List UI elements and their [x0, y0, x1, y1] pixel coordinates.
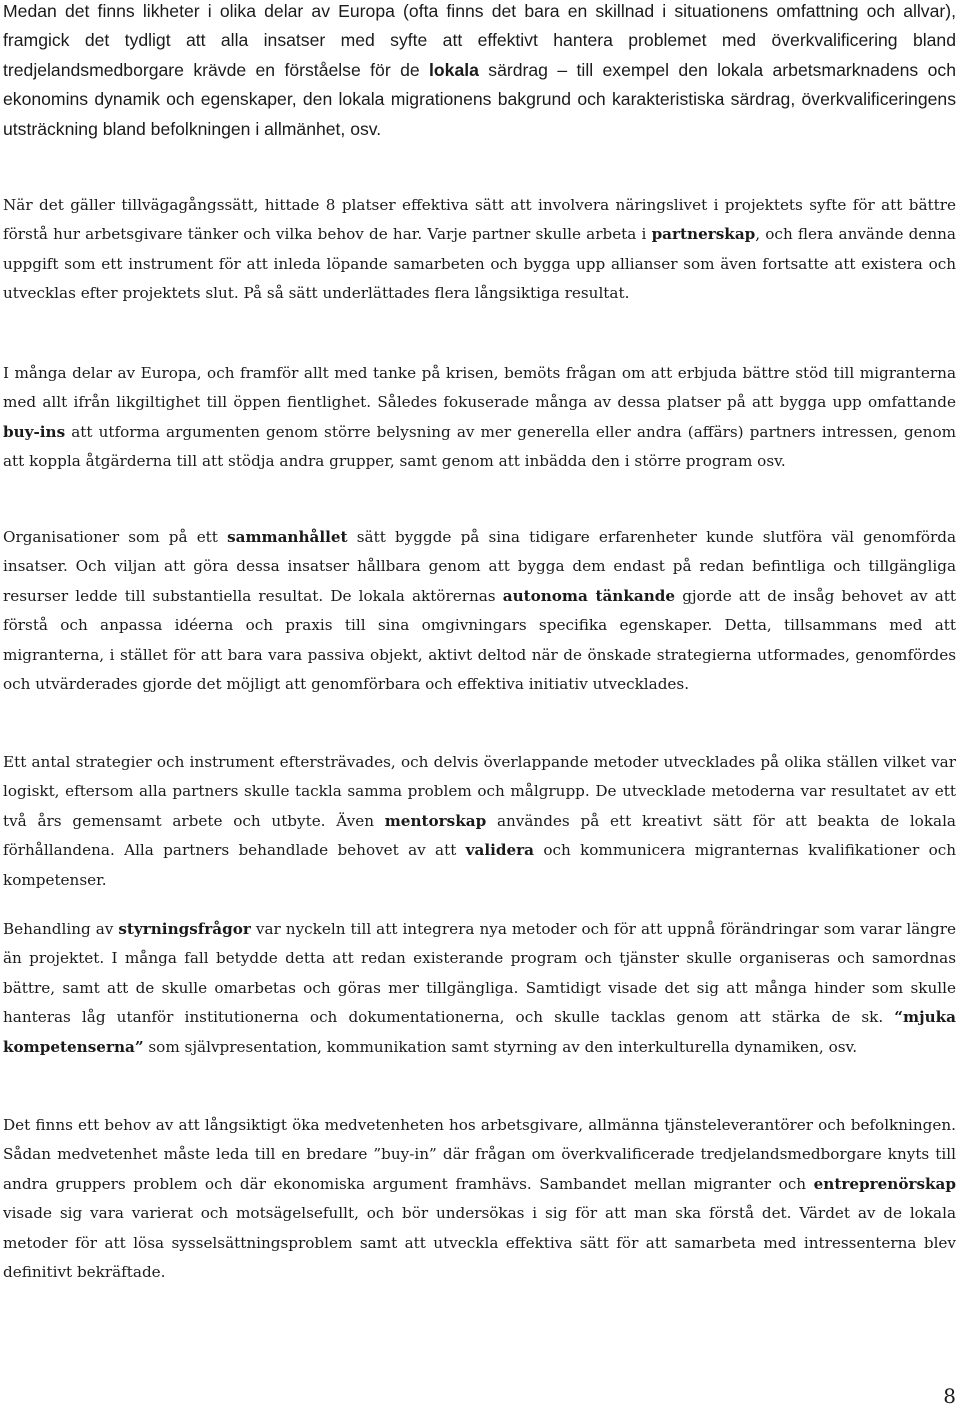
emphasis-sammanhallet: sammanhållet — [227, 528, 348, 546]
text-segment: att utforma argumenten genom större belysning av mer generella eller andra (affärs) partners intressen, genom att koppla åtgärderna till att stödja andra grupper, samt genom att inbädda den i större program osv. — [3, 422, 956, 471]
text-segment: var nyckeln till att integrera nya metoder och för att uppnå förändringar som varar längre än projektet. I många fall betydde detta att redan existerande program och tjänster skulle organiseras och samordnas bättre, samt att de skulle omarbetas och göras mer tillgängliga. Samtidigt visade det sig att många hinder som skulle hanteras låg utanför institutionerna och dokumentationerna, och skulle tacklas genom att stärka de sk. — [3, 920, 957, 1027]
emphasis-lokala: lokala — [429, 59, 479, 80]
paragraph-governance — [3, 915, 956, 1062]
text-segment: , och flera använde denna uppgift som ett instrument för att inleda löpande samarbeten och bygga upp allianser som även fortsatte att existera och utvecklas efter projektets slut. På så sätt underlättades flera långsiktiga resultat. — [3, 225, 956, 303]
text-segment: När det gäller tillvägagångssätt, hittade 8 platser effektiva sätt att involvera näringslivet i projektets syfte för att bättre förstå hur arbetsgivare tänker och vilka behov de har. Varje partner skulle arbeta i — [3, 196, 956, 244]
emphasis-autonoma-tankande: autonoma tänkande — [502, 586, 676, 605]
paragraph-local-features — [3, 0, 956, 144]
text-segment: gjorde att de insåg behovet av att förstå och anpassa idéerna och praxis till sina omgivningars specifika egenskaper. Detta, tillsammans med att migranterna, i stället för att bara vara passiva objekt, aktivt deltod när de önskade strategierna utformades, genomfördes och utvärderades gjorde det möjligt att genomförbara och effektiva initiativ utvecklades. — [3, 586, 956, 694]
text-segment: särdrag – till exempel den lokala arbetsmarknadens och ekonomins dynamik och egenskaper, den lokala migrationens bakgrund och karakteristiska särdrag, överkvalificeringens utsträckning bland befolkningen i allmänhet, osv. — [3, 59, 956, 139]
text-segment: visade sig vara varierat och motsägelsefullt, och bör undersökas i sig för att man ska förstå det. Värdet av de lokala metoder för att lösa sysselsättningsproblem samt att utveckla effektiva sätt för att samarbeta med intressenterna blev definitivt bekräftade. — [3, 1204, 956, 1282]
emphasis-mentorskap: mentorskap — [384, 811, 487, 830]
emphasis-partnerskap: partnerskap — [651, 225, 756, 244]
emphasis-entreprenorskap: entreprenörskap — [813, 1174, 956, 1193]
text-segment: Ett antal strategier och instrument eftersträvades, och delvis överlappande metoder utvecklades på olika ställen vilket var logiskt, eftersom alla partners skulle tackla samma problem och målgrupp. De utvecklade metoderna var resultatet av ett två års gemensamt arbete och utbyte. Även — [3, 753, 956, 830]
text-segment: sätt byggde på sina tidigare erfarenheter kunde slutföra väl genomförda insatser. Och viljan att göra dessa insatser hållbara genom att bygga dem endast på redan befintliga och tillgängliga resurser ledde till substantiella resultat. De lokala aktörernas — [3, 528, 956, 605]
paragraph-buy-ins — [3, 359, 956, 477]
text-segment: och kommunicera migranternas kvalifikationer och kompetenser. — [3, 841, 957, 889]
text-segment: användes på ett kreativt sätt för att beakta de lokala förhållandena. Alla partners behandlade behovet av att — [3, 811, 956, 860]
emphasis-mjuka-kompetenserna: “mjuka kompetenserna” — [3, 1008, 956, 1056]
paragraph-strategies-mentoring — [3, 748, 956, 895]
emphasis-validera: validera — [465, 841, 534, 860]
emphasis-styrningsfragor: styrningsfrågor — [118, 920, 251, 938]
text-segment: Medan det finns likheter i olika delar av Europa (ofta finns det bara en skillnad i situationens omfattning och allvar), framgick det tydligt att alla insatser med syfte att effektivt hantera problemet med överkvalificering bland tredjelandsmedborgare krävde en förståelse för de — [3, 1, 956, 80]
emphasis-buy-ins: buy-ins — [3, 422, 66, 441]
paragraph-partnership — [3, 191, 956, 309]
text-segment: Organisationer som på ett — [3, 528, 228, 546]
paragraph-cohesive-organisations — [3, 523, 956, 699]
page-number: 8 — [943, 1384, 956, 1408]
text-segment: Behandling av — [3, 920, 119, 938]
text-segment: som självpresentation, kommunikation samt styrning av den interkulturella dynamiken, osv. — [143, 1037, 858, 1056]
paragraph-awareness — [3, 1111, 956, 1287]
text-segment: I många delar av Europa, och framför allt med tanke på krisen, bemöts frågan om att erbjuda bättre stöd till migranterna med allt ifrån likgiltighet till öppen fientlighet. Således fokuserade många av dessa platser på att bygga upp omfattande — [3, 364, 956, 412]
text-segment: Det finns ett behov av att långsiktigt öka medvetenheten hos arbetsgivare, allmänna tjänsteleverantörer och befolkningen. Sådan medvetenhet måste leda till en bredare ”buy-in” där frågan om överkvalificerade tredjelandsmedborgare knyts till andra gruppers problem och där ekonomiska argument framhävs. Sambandet mellan migranter och — [3, 1116, 956, 1193]
